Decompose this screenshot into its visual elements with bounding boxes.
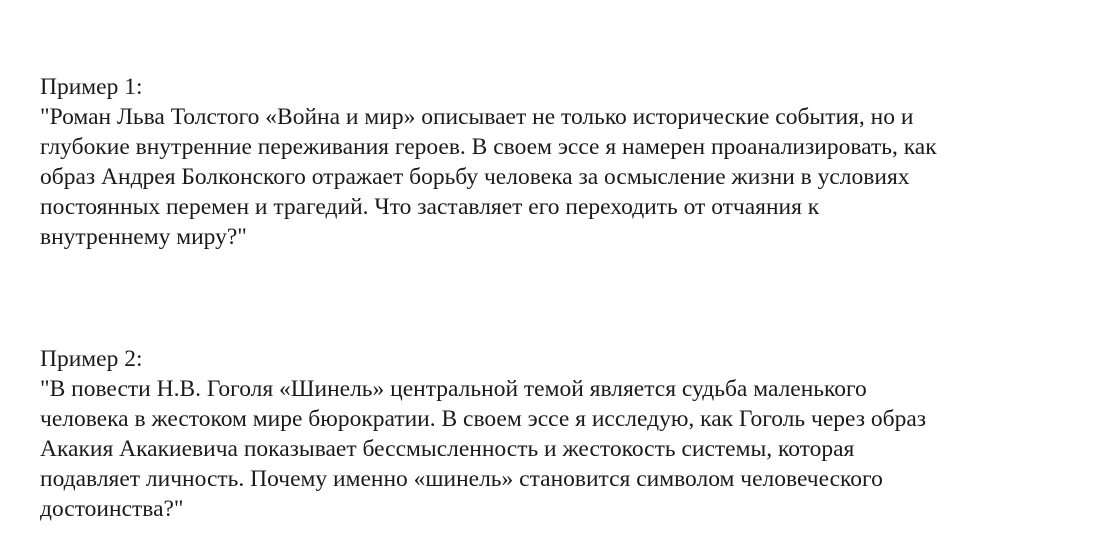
example-1-heading: Пример 1:: [40, 74, 143, 100]
example-1: [40, 72, 1080, 252]
example-2-heading: Пример 2:: [40, 346, 143, 372]
example-1-text: "Роман Льва Толстого «Война и мир» описывает не только исторические события, но и глубокие внутренние переживания героев. В своем эссе я намерен проанализировать, как образ Андрея Болконского отражает борьбу человека за осмысление жизни в условиях постоянных перемен и трагедий. Что заставляет его переходить от отчаяния к внутреннему миру?": [40, 104, 937, 250]
example-2: [40, 344, 1080, 524]
example-2-text: "В повести Н.В. Гоголя «Шинель» центральной темой является судьба маленького человека в жестоком мире бюрократии. В своем эссе я исследую, как Гоголь через образ Акакия Акакиевича показывает бессмысленность и жестокость системы, которая подавляет личность. Почему именно «шинель» становится символом человеческого достоинства?": [40, 376, 927, 522]
